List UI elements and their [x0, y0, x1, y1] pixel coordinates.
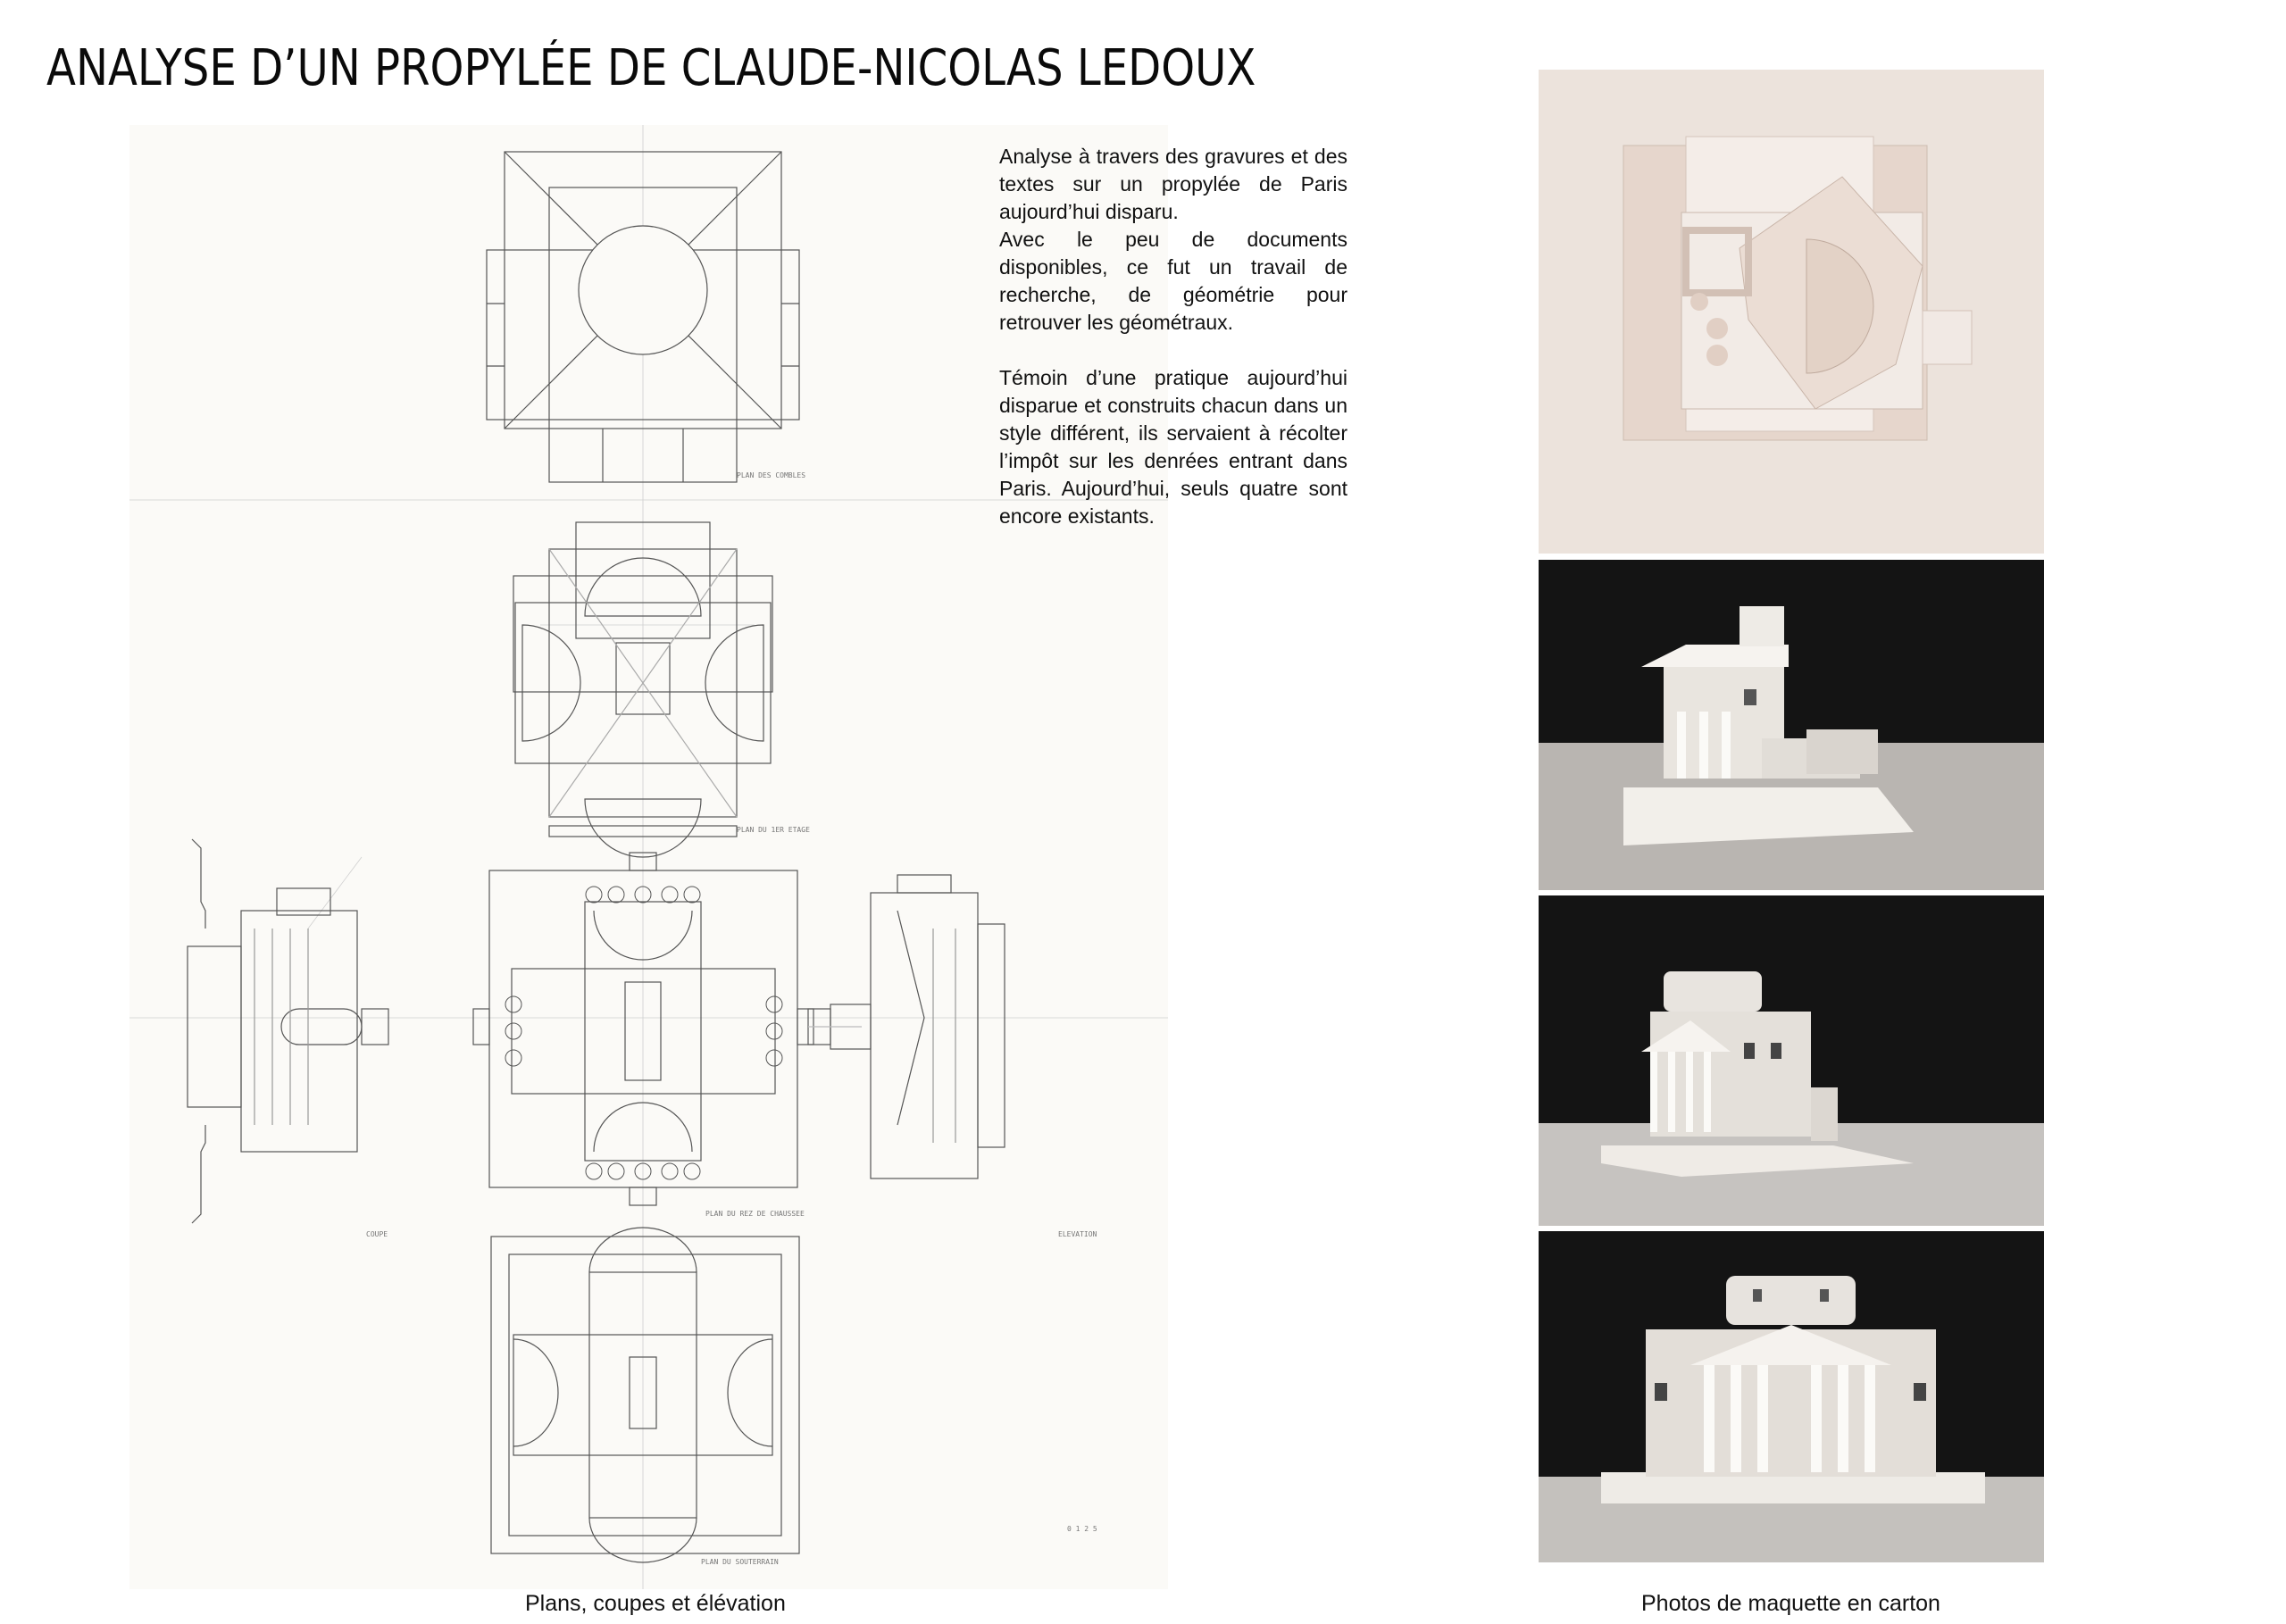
ground-floor-label: PLAN DU REZ DE CHAUSSEE	[705, 1210, 805, 1218]
drawings-caption: Plans, coupes et élévation	[525, 1591, 786, 1616]
roof-plan-drawing	[487, 152, 805, 482]
first-floor-plan-drawing	[513, 522, 810, 857]
model-photo-front-view	[1539, 1231, 2044, 1562]
elevation-label: ELEVATION	[1058, 1230, 1097, 1238]
description-line-1: Analyse à travers des gravures et des textes sur un propylée de Paris aujourd’hui disparu.	[999, 145, 1347, 223]
elevation-drawing	[808, 875, 1097, 1238]
section-drawing	[188, 839, 388, 1238]
page-title: ANALYSE D’UN PROPYLÉE DE CLAUDE-NICOLAS LEDOUX	[46, 39, 1256, 97]
section-label: COUPE	[366, 1230, 388, 1238]
scale-bar: 0 1 2 5	[1067, 1525, 1097, 1533]
basement-plan-drawing	[491, 1228, 799, 1566]
basement-label: PLAN DU SOUTERRAIN	[701, 1558, 779, 1566]
model-photo-top-view	[1539, 70, 2044, 554]
model-photo-perspective-1	[1539, 560, 2044, 890]
first-floor-label: PLAN DU 1ER ETAGE	[737, 826, 810, 834]
description-paragraph-2: Témoin d’une pratique aujourd’hui disparue et construits chacun dans un style différent, ils servaient à récolter l’impôt sur les denrées entrant dans Paris. Aujourd’hui, seuls quatre sont encore existants.	[999, 366, 1347, 528]
description-line-2: Avec le peu de documents disponibles, ce fut un travail de recherche, de géométrie pour retrouver les géométraux.	[999, 228, 1347, 334]
model-photo-perspective-2	[1539, 895, 2044, 1226]
roof-plan-label: PLAN DES COMBLES	[737, 471, 806, 479]
ground-floor-plan-drawing	[473, 853, 813, 1218]
photos-caption: Photos de maquette en carton	[1641, 1591, 1940, 1616]
project-description	[999, 143, 1347, 530]
